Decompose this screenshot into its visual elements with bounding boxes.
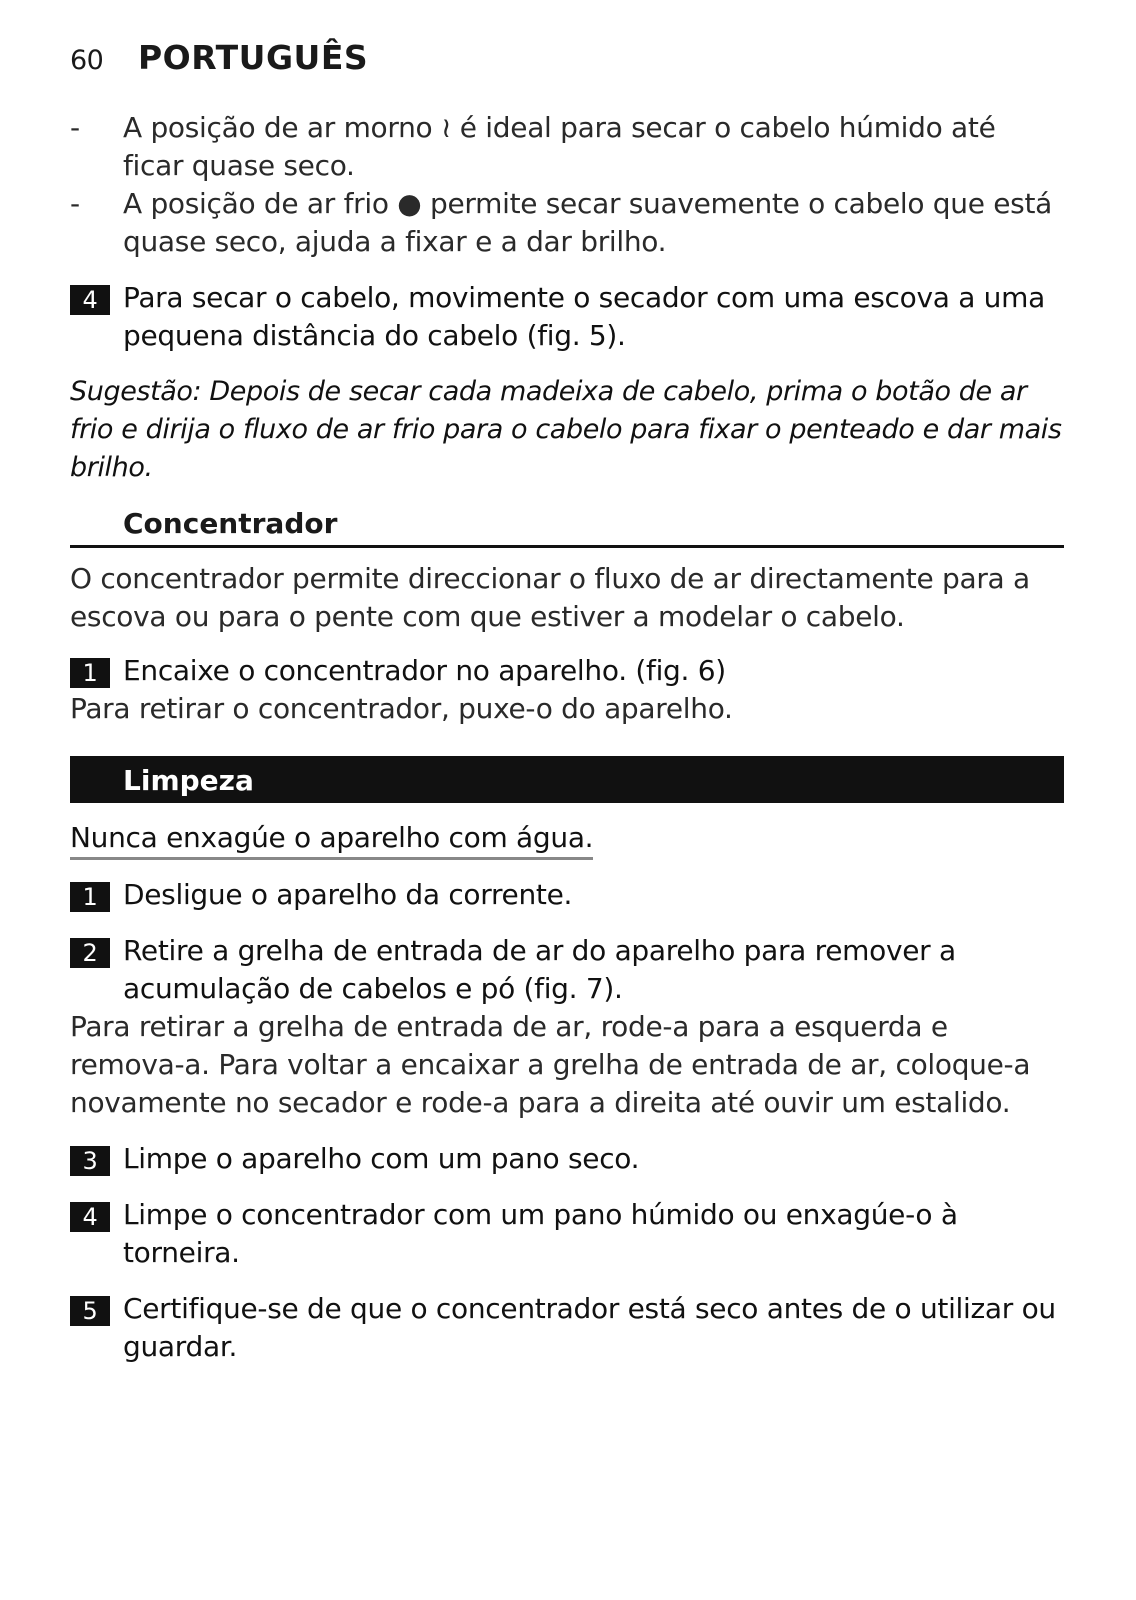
tip-text: Sugestão: Depois de secar cada madeixa de cabelo, prima o botão de ar frio e dirija o fluxo de ar frio para o cabelo para fixar o penteado e dar mais brilho. [70, 376, 1062, 483]
bullet-text: A posição de ar morno ≀ é ideal para secar o cabelo húmido até ficar quase seco. [123, 111, 996, 182]
concentrator-remove-note: Para retirar o concentrador, puxe-o do aparelho. [70, 692, 733, 725]
cleaning-warning: Nunca enxagúe o aparelho com água. [70, 819, 593, 860]
step-number-badge: 1 [70, 882, 110, 912]
grille-note: Para retirar a grelha de entrada de ar, rode-a para a esquerda e remova-a. Para voltar a encaixar a grelha de entrada de ar, coloque-a novamente no secador e rode-a para a direita até ouvir um estalido. [70, 1010, 1031, 1119]
step-dry-hair [70, 279, 1064, 355]
intro-bullet-list [70, 109, 1064, 261]
step-text: Encaixe o concentrador no aparelho. (fig. 6) [123, 654, 726, 687]
step-text: Desligue o aparelho da corrente. [123, 878, 573, 911]
cleaning-step-5 [70, 1290, 1064, 1366]
step-text: Para secar o cabelo, movimente o secador com uma escova a uma pequena distância do cabelo (fig. 5). [123, 281, 1045, 352]
cleaning-section-heading: Limpeza [70, 756, 1064, 803]
bullet-dash: - [70, 111, 80, 144]
bullet-warm-air [70, 109, 1064, 185]
step-number-badge: 1 [70, 658, 110, 688]
bullet-cool-air [70, 185, 1064, 261]
step-number-badge: 4 [70, 285, 110, 315]
step-number-badge: 5 [70, 1296, 110, 1326]
concentrator-heading: Concentrador [70, 505, 1064, 548]
bullet-dash: - [70, 187, 80, 220]
cleaning-step-3 [70, 1140, 1064, 1178]
step-text: Limpe o aparelho com um pano seco. [123, 1142, 640, 1175]
step-number-badge: 2 [70, 938, 110, 968]
step-text: Certifique-se de que o concentrador está seco antes de o utilizar ou guardar. [123, 1292, 1056, 1363]
cleaning-step-4 [70, 1196, 1064, 1272]
concentrator-description: O concentrador permite direccionar o fluxo de ar directamente para a escova ou para o pente com que estiver a modelar o cabelo. [70, 562, 1030, 633]
cleaning-step-2 [70, 932, 1064, 1008]
step-number-badge: 3 [70, 1146, 110, 1176]
step-attach-concentrator [70, 652, 1064, 690]
page-header [70, 38, 1064, 88]
step-number-badge: 4 [70, 1202, 110, 1232]
language-title: PORTUGUÊS [138, 38, 369, 77]
manual-page [70, 38, 1064, 1366]
cleaning-step-1 [70, 876, 1064, 914]
step-text: Limpe o concentrador com um pano húmido ou enxagúe-o à torneira. [123, 1198, 958, 1269]
bullet-text: A posição de ar frio ● permite secar suavemente o cabelo que está quase seco, ajuda a fixar e a dar brilho. [123, 187, 1052, 258]
page-number: 60 [70, 45, 104, 76]
step-text: Retire a grelha de entrada de ar do aparelho para remover a acumulação de cabelos e pó (fig. 7). [123, 934, 956, 1005]
